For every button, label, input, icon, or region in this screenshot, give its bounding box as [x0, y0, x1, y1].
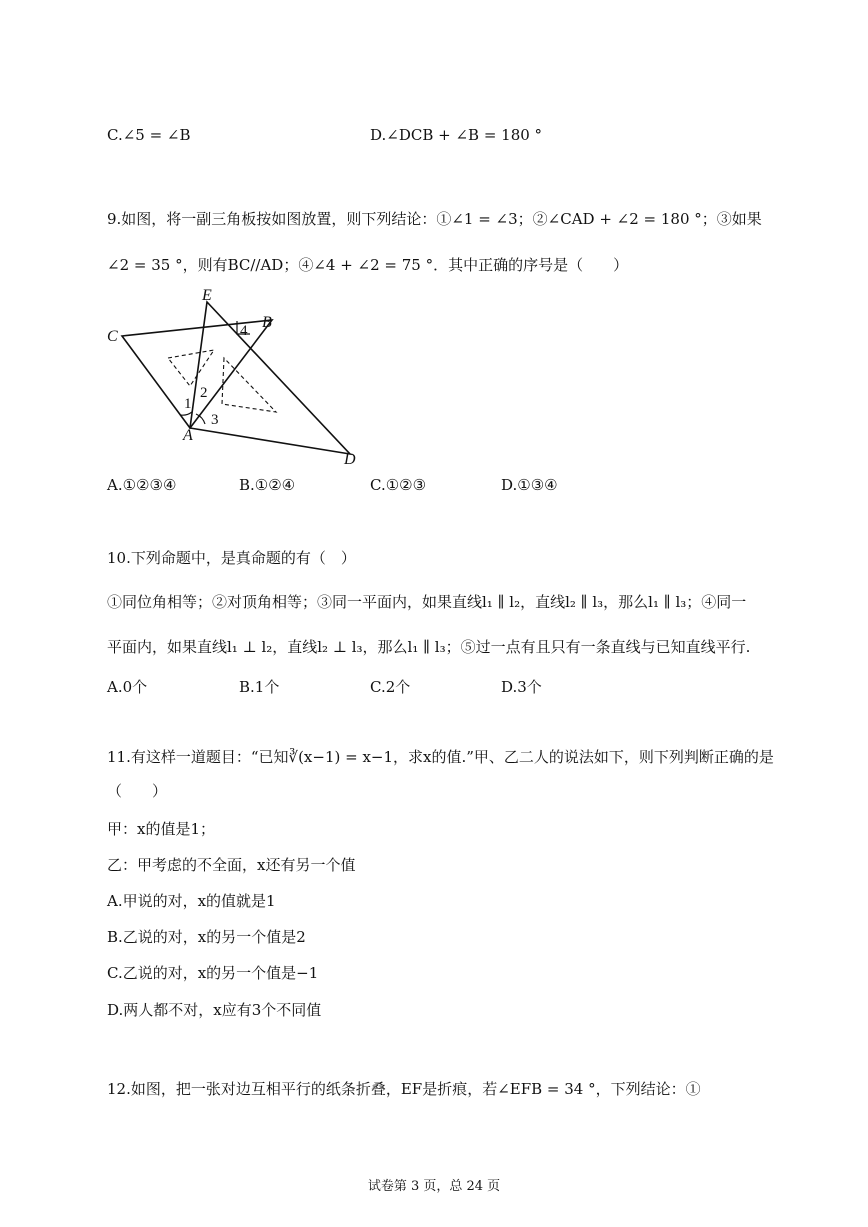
q11-stem-line2: （ ） — [107, 782, 168, 800]
q9-option-b: B.①②④ — [239, 476, 296, 494]
q10-stem: 10.下列命题中，是真命题的有（ ） — [107, 549, 356, 567]
angle-arc-1 — [180, 412, 192, 415]
label-angle-4: 4 — [240, 323, 248, 339]
q8-option-d: D.∠DCB + ∠B = 180 ° — [370, 126, 543, 144]
q11-yi: 乙：甲考虑的不全面，x还有另一个值 — [107, 856, 356, 874]
q9-figure — [100, 282, 370, 472]
q11-option-b: B.乙说的对，x的另一个值是2 — [107, 928, 306, 946]
label-e: E — [202, 287, 212, 304]
label-c: C — [107, 328, 118, 345]
q10-line3: 平面内，如果直线l₁ ⊥ l₂，直线l₂ ⊥ l₃，那么l₁ ∥ l₃；⑤过一点有且只有一条直线与已知直线平行. — [107, 638, 751, 656]
q9-stem-line1: 9.如图，将一副三角板按如图放置，则下列结论：①∠1 = ∠3；②∠CAD + ∠2 = 180 °；③如果 — [107, 210, 762, 228]
q10-option-b: B.1个 — [239, 678, 280, 696]
q11-stem-line1: 11.有这样一道题目：“已知∛(x−1) = x−1，求x的值.”甲、乙二人的说法如下，则下列判断正确的是 — [107, 748, 774, 766]
label-angle-3: 3 — [211, 412, 219, 428]
q9-option-d: D.①③④ — [501, 476, 558, 494]
q9-option-c: C.①②③ — [370, 476, 427, 494]
q10-option-c: C.2个 — [370, 678, 411, 696]
q11-option-d: D.两人都不对，x应有3个不同值 — [107, 1001, 322, 1019]
q10-option-d: D.3个 — [501, 678, 542, 696]
q11-jia: 甲：x的值是1； — [107, 820, 216, 838]
q11-option-a: A.甲说的对，x的值就是1 — [107, 892, 276, 910]
q11-option-c: C.乙说的对，x的另一个值是−1 — [107, 964, 319, 982]
label-angle-1: 1 — [184, 396, 192, 412]
q9-option-a: A.①②③④ — [107, 476, 177, 494]
dashed-inner-triangle-1 — [168, 350, 214, 386]
label-d: D — [344, 451, 356, 468]
q9-stem-line2: ∠2 = 35 °，则有BC//AD；④∠4 + ∠2 = 75 °．其中正确的序号是（ ） — [107, 256, 629, 274]
page-footer: 试卷第 3 页，总 24 页 — [367, 1179, 501, 1194]
q10-option-a: A.0个 — [107, 678, 148, 696]
q8-option-c: C.∠5 = ∠B — [107, 126, 191, 144]
label-b: B — [262, 314, 272, 331]
q10-line2: ①同位角相等；②对顶角相等；③同一平面内，如果直线l₁ ∥ l₂，直线l₂ ∥ l₃，那么l₁ ∥ l₃；④同一 — [107, 593, 747, 611]
q12-stem: 12.如图，把一张对边互相平行的纸条折叠，EF是折痕，若∠EFB = 34 °，下列结论：① — [107, 1080, 701, 1098]
label-angle-2: 2 — [200, 385, 208, 401]
label-a: A — [183, 427, 193, 444]
